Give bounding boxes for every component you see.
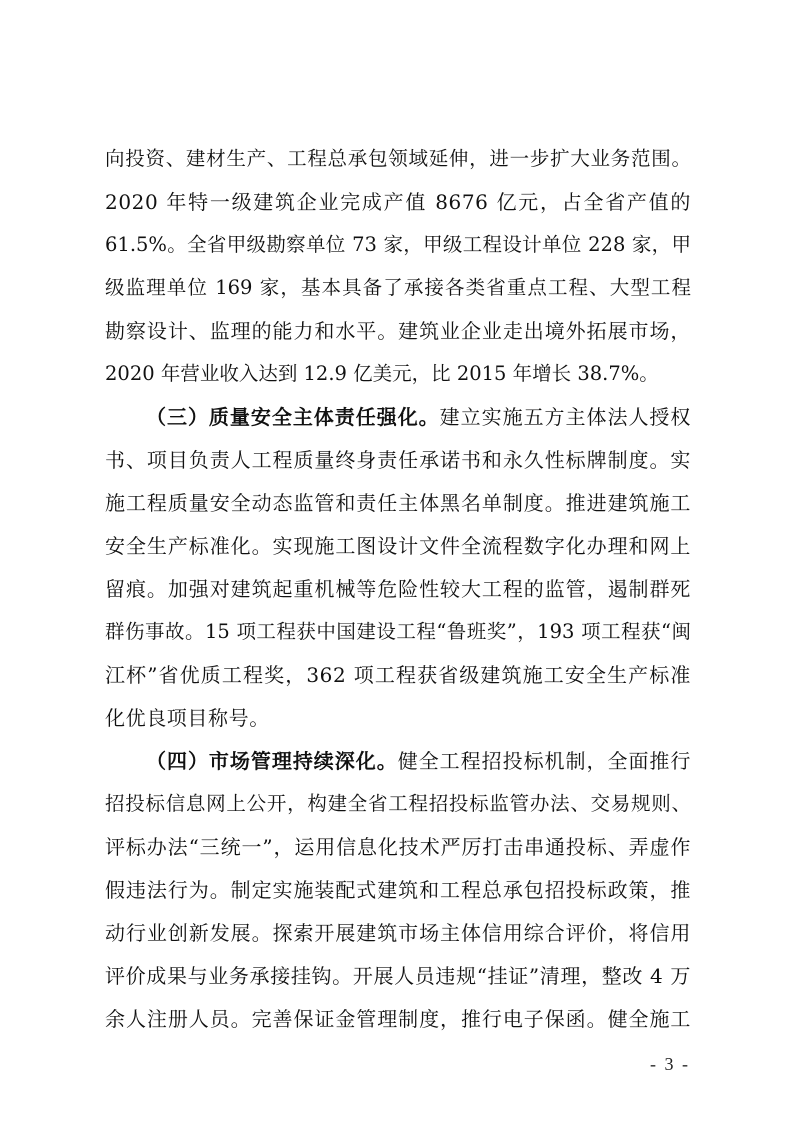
section-3-first-line [146, 397, 691, 437]
section-4-line-5: 动行业创新发展。探索开展建筑市场主体信用综合评价，将信用 [105, 921, 691, 945]
section-4-first-line [146, 741, 691, 781]
paragraph-1-line-6: 2020 年营业收入达到 12.9 亿美元，比 2015 年增长 38.7%。 [105, 362, 659, 385]
paragraph-1-line-5: 勘察设计、监理的能力和水平。建筑业企业走出境外拓展市场， [105, 319, 691, 343]
paragraph-1-line-2: 2020 年特一级建筑企业完成产值 8676 亿元，占全省产值的 [105, 190, 691, 214]
section-4-first-line-text: 健全工程招投标机制，全面推行 [397, 749, 692, 773]
section-3-line-7: 江杯”省优质工程奖，362 项工程获省级建筑施工安全生产标准 [105, 663, 691, 687]
paragraph-1-line-1: 向投资、建材生产、工程总承包领域延伸，进一步扩大业务范围。 [105, 147, 691, 170]
section-4-line-2: 招投标信息网上公开，构建全省工程招投标监管办法、交易规则、 [105, 792, 691, 815]
paragraph-1-line-3: 61.5%。全省甲级勘察单位 73 家，甲级工程设计单位 228 家，甲 [105, 233, 691, 256]
section-4-line-3: 评标办法“三统一”，运用信息化技术严厉打击串通投标、弄虚作 [105, 835, 691, 859]
section-3-line-6: 群伤事故。15 项工程获中国建设工程“鲁班奖”，193 项工程获“闽 [105, 620, 691, 643]
section-3-line-8: 化优良项目称号。 [105, 706, 270, 730]
section-3-line-4: 安全生产标准化。实现施工图设计文件全流程数字化办理和网上 [105, 534, 691, 558]
section-4-line-7: 余人注册人员。完善保证金管理制度，推行电子保函。健全施工 [105, 1007, 691, 1031]
section-3-line-2: 书、项目负责人工程质量终身责任承诺书和永久性标牌制度。实 [105, 448, 691, 472]
section-4-heading: （四）市场管理持续深化。 [146, 749, 398, 773]
section-3-heading: （三）质量安全主体责任强化。 [146, 405, 440, 429]
section-3-line-3: 施工程质量安全动态监管和责任主体黑名单制度。推进建筑施工 [105, 491, 691, 515]
section-4-line-4: 假违法行为。制定实施装配式建筑和工程总承包招投标政策，推 [105, 878, 691, 902]
section-4-line-6: 评价成果与业务承接挂钩。开展人员违规“挂证”清理，整改 4 万 [105, 964, 691, 988]
paragraph-1-line-4: 级监理单位 169 家，基本具备了承接各类省重点工程、大型工程 [105, 276, 691, 299]
section-3-first-line-text: 建立实施五方主体法人授权 [439, 405, 692, 429]
section-3-line-5: 留痕。加强对建筑起重机械等危险性较大工程的监管，遏制群死 [105, 577, 691, 601]
page-number: - 3 - [650, 1054, 690, 1074]
